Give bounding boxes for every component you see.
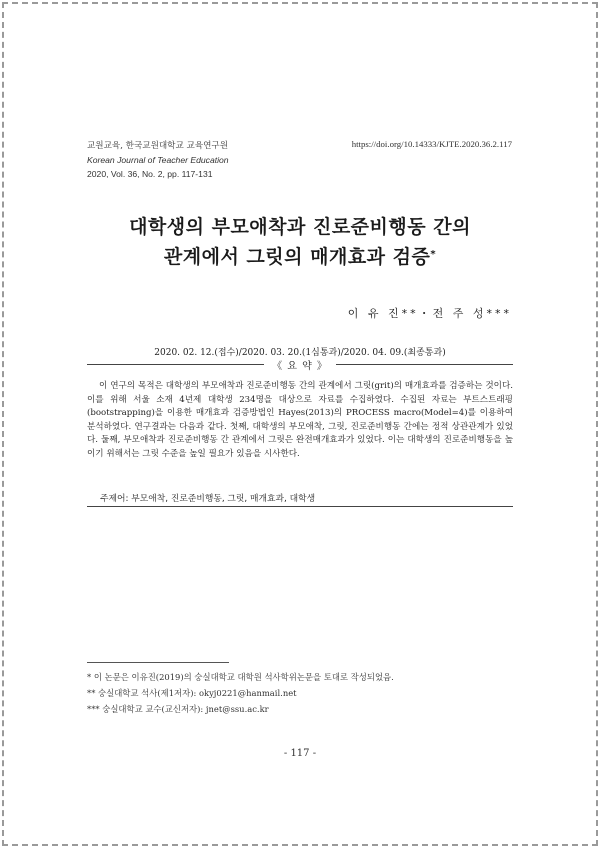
title-line-2 [0,242,600,272]
page-number: - 117 - [283,748,317,759]
summary-heading [87,357,513,372]
summary-rule-left [87,364,264,365]
author-list: 이 유 진**・전 주 성*** [347,307,512,320]
summary-rule-right [336,364,513,365]
journal-header [87,139,229,181]
submission-dates: 2020. 02. 12.(접수)/2020. 03. 20.(1심통과)/2020. 04. 09.(최종통과) [154,348,446,358]
volume-info: 2020, Vol. 36, No. 2, pp. 117-131 [87,169,213,179]
title-line-2-text: 관계에서 그릿의 매개효과 검증 [163,246,431,268]
publisher-name: 교원교육, 한국교원대학교 교육연구원 [87,141,229,151]
doi-link[interactable]: https://doi.org/10.14333/KJTE.2020.36.2.117 [351,139,512,149]
footnote-thesis: * 이 논문은 이유진(2019)의 숭실대학교 대학원 석사학위논문을 토대로 작성되었음. [87,672,394,682]
footnote-divider [87,662,229,663]
title-line-1: 대학생의 부모애착과 진로준비행동 간의 [129,216,471,238]
keywords: 주제어: 부모애착, 진로준비행동, 그릿, 매개효과, 대학생 [100,494,316,504]
abstract-text: 이 연구의 목적은 대학생의 부모애착과 진로준비행동 간의 관계에서 그릿(grit)의 매개효과를 검증하는 것이다. 이를 위해 서울 소재 4년제 대학생 234명을 대상으로 자료를 수집하였다. 수집된 자료는 부트스트래핑(bootstrapping)을 이용한 매개효과 검증방법인 Hayes(2013)의 PROCESS macro(Model=4)를 이용하여 분석하였다. 연구결과는 다음과 같다. 첫째, 대학생의 부모애착, 그릿, 진로준비행동 간에는 정적 상관관계가 있었다. 둘째, 부모애착과 진로준비행동 간 관계에서 그릿은 완전매개효과가 있었다. 이는 대학생의 진로준비행동을 높이기 위해서는 그릿 수준을 높일 필요가 있음을 시사한다. [87,381,513,459]
abstract-bottom-rule [87,506,513,507]
footnote-first-author: ** 숭실대학교 석사(제1저자): okyj0221@hanmail.net [87,688,297,698]
footnote-corresponding-author: *** 숭실대학교 교수(교신저자): jnet@ssu.ac.kr [87,704,269,714]
title-footnote-mark: * [430,249,437,260]
journal-english-title: Korean Journal of Teacher Education [87,155,229,165]
paper-title [0,212,600,272]
summary-label: 《 요 약 》 [272,361,328,372]
footnotes [87,669,394,717]
